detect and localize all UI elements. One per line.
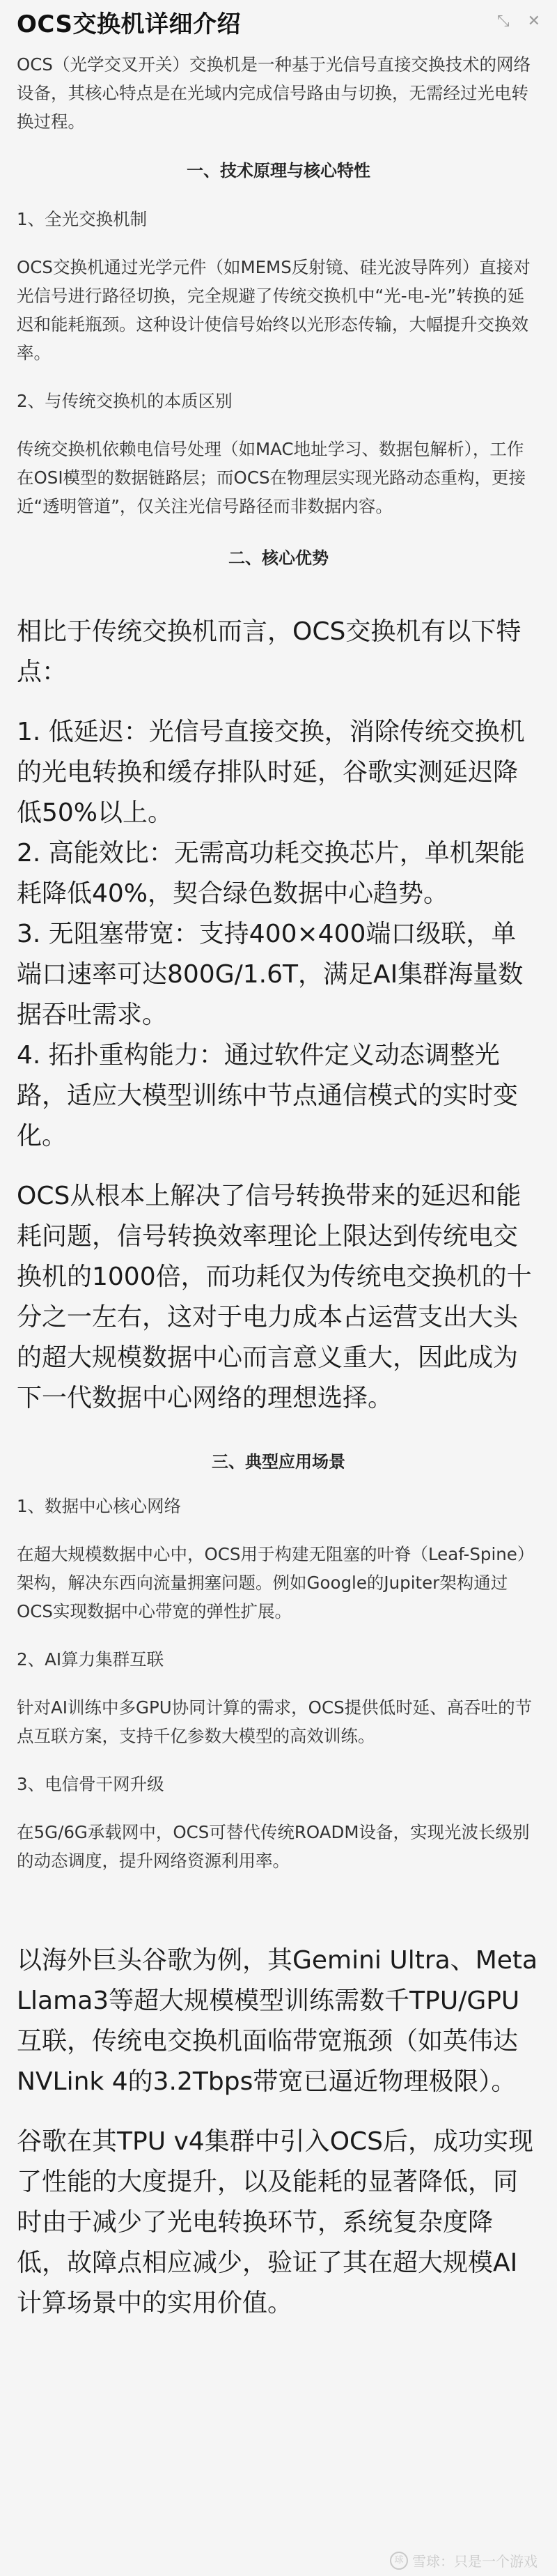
watermark xyxy=(390,2550,538,2570)
section1-sub2-body: 传统交换机依赖电信号处理（如MAC地址学习、数据包解析），工作在OSI模型的数据链路层；而OCS在物理层实现光路动态重构，更接近“透明管道”，仅关注光信号路径而非数据内容。 xyxy=(17,439,526,516)
section3-sub3-body: 在5G/6G承载网中，OCS可替代传统ROADM设备，实现光波长级别的动态调度，提升网络资源利用率。 xyxy=(17,1822,530,1871)
page-title: OCS交换机详细介绍 xyxy=(17,10,241,38)
advantage-item: 1. 低延迟：光信号直接交换，消除传统交换机的光电转换和缓存排队时延，谷歌实测延迟降低50%以上。 xyxy=(17,718,525,827)
window-controls xyxy=(497,14,540,29)
section3-sub2-body: 针对AI训练中多GPU协同计算的需求，OCS提供低时延、高吞吐的节点互联方案，支持千亿参数大模型的高效训练。 xyxy=(17,1697,533,1746)
section2-lead: 相比于传统交换机而言，OCS交换机有以下特点： xyxy=(17,617,521,686)
advantage-item: 2. 高能效比：无需高功耗交换芯片，单机架能耗降低40%，契合绿色数据中心趋势。 xyxy=(17,839,525,908)
section3-sub1-title: 1、数据中心核心网络 xyxy=(17,1496,182,1516)
section2-heading: 二、核心优势 xyxy=(228,548,329,568)
section1-sub1-body: OCS交换机通过光学元件（如MEMS反射镜、硅光波导阵列）直接对光信号进行路径切换，完全规避了传统交换机中“光-电-光”转换的延迟和能耗瓶颈。这种设计使信号始终以光形态传输，大幅提升交换效率。 xyxy=(17,257,531,363)
section3-sub2-title: 2、AI算力集群互联 xyxy=(17,1649,164,1669)
section1-sub2-title: 2、与传统交换机的本质区别 xyxy=(17,391,233,411)
title-bar xyxy=(0,0,557,43)
section3-heading: 三、典型应用场景 xyxy=(212,1452,345,1472)
snowball-logo-icon: 球 xyxy=(390,2552,408,2570)
section1-sub1-title: 1、全光交换机制 xyxy=(17,209,148,229)
advantage-item: 3. 无阻塞带宽：支持400×400端口级联，单端口速率可达800G/1.6T，满足AI集群海量数据吞吐需求。 xyxy=(17,920,524,1029)
section1-heading: 一、技术原理与核心特性 xyxy=(187,161,370,180)
advantages-list xyxy=(0,712,557,1157)
intro-paragraph: OCS（光学交叉开关）交换机是一种基于光信号直接交换技术的网络设备，其核心特点是在光域内完成信号路由与切换，无需经过光电转换过程。 xyxy=(17,54,531,132)
close-icon[interactable]: ✕ xyxy=(527,13,540,30)
advantages-summary: OCS从根本上解决了信号转换带来的延迟和能耗问题，信号转换效率理论上限达到传统电交换机的1000倍，而功耗仅为传统电交换机的十分之一左右，这对于电力成本占运营支出大头的超大规模数据中心而言意义重大，因此成为下一代数据中心网络的理想选择。 xyxy=(17,1182,532,1412)
closing-paragraph-2: 谷歌在其TPU v4集群中引入OCS后，成功实现了性能的大度提升，以及能耗的显著降低，同时由于减少了光电转换环节，系统复杂度降低，故障点相应减少，验证了其在超大规模AI计算场景中的实用价值。 xyxy=(17,2127,534,2317)
section3-sub1-body: 在超大规模数据中心中，OCS用于构建无阻塞的叶脊（Leaf-Spine）架构，解决东西向流量拥塞问题。例如Google的Jupiter架构通过OCS实现数据中心带宽的弹性扩展。 xyxy=(17,1544,535,1621)
watermark-text: 雪球：只是一个游戏 xyxy=(412,2553,538,2570)
collapse-icon[interactable]: ⤡ xyxy=(496,13,510,30)
section3-sub3-title: 3、电信骨干网升级 xyxy=(17,1774,164,1794)
closing-paragraph-1: 以海外巨头谷歌为例，其Gemini Ultra、Meta Llama3等超大规模模型训练需数千TPU/GPU互联，传统电交换机面临带宽瓶颈（如英伟达NVLink 4的3.2Tbps带宽已逼近物理极限）。 xyxy=(17,1946,538,2096)
advantage-item: 4. 拓扑重构能力：通过软件定义动态调整光路，适应大模型训练中节点通信模式的实时变化。 xyxy=(17,1041,519,1150)
